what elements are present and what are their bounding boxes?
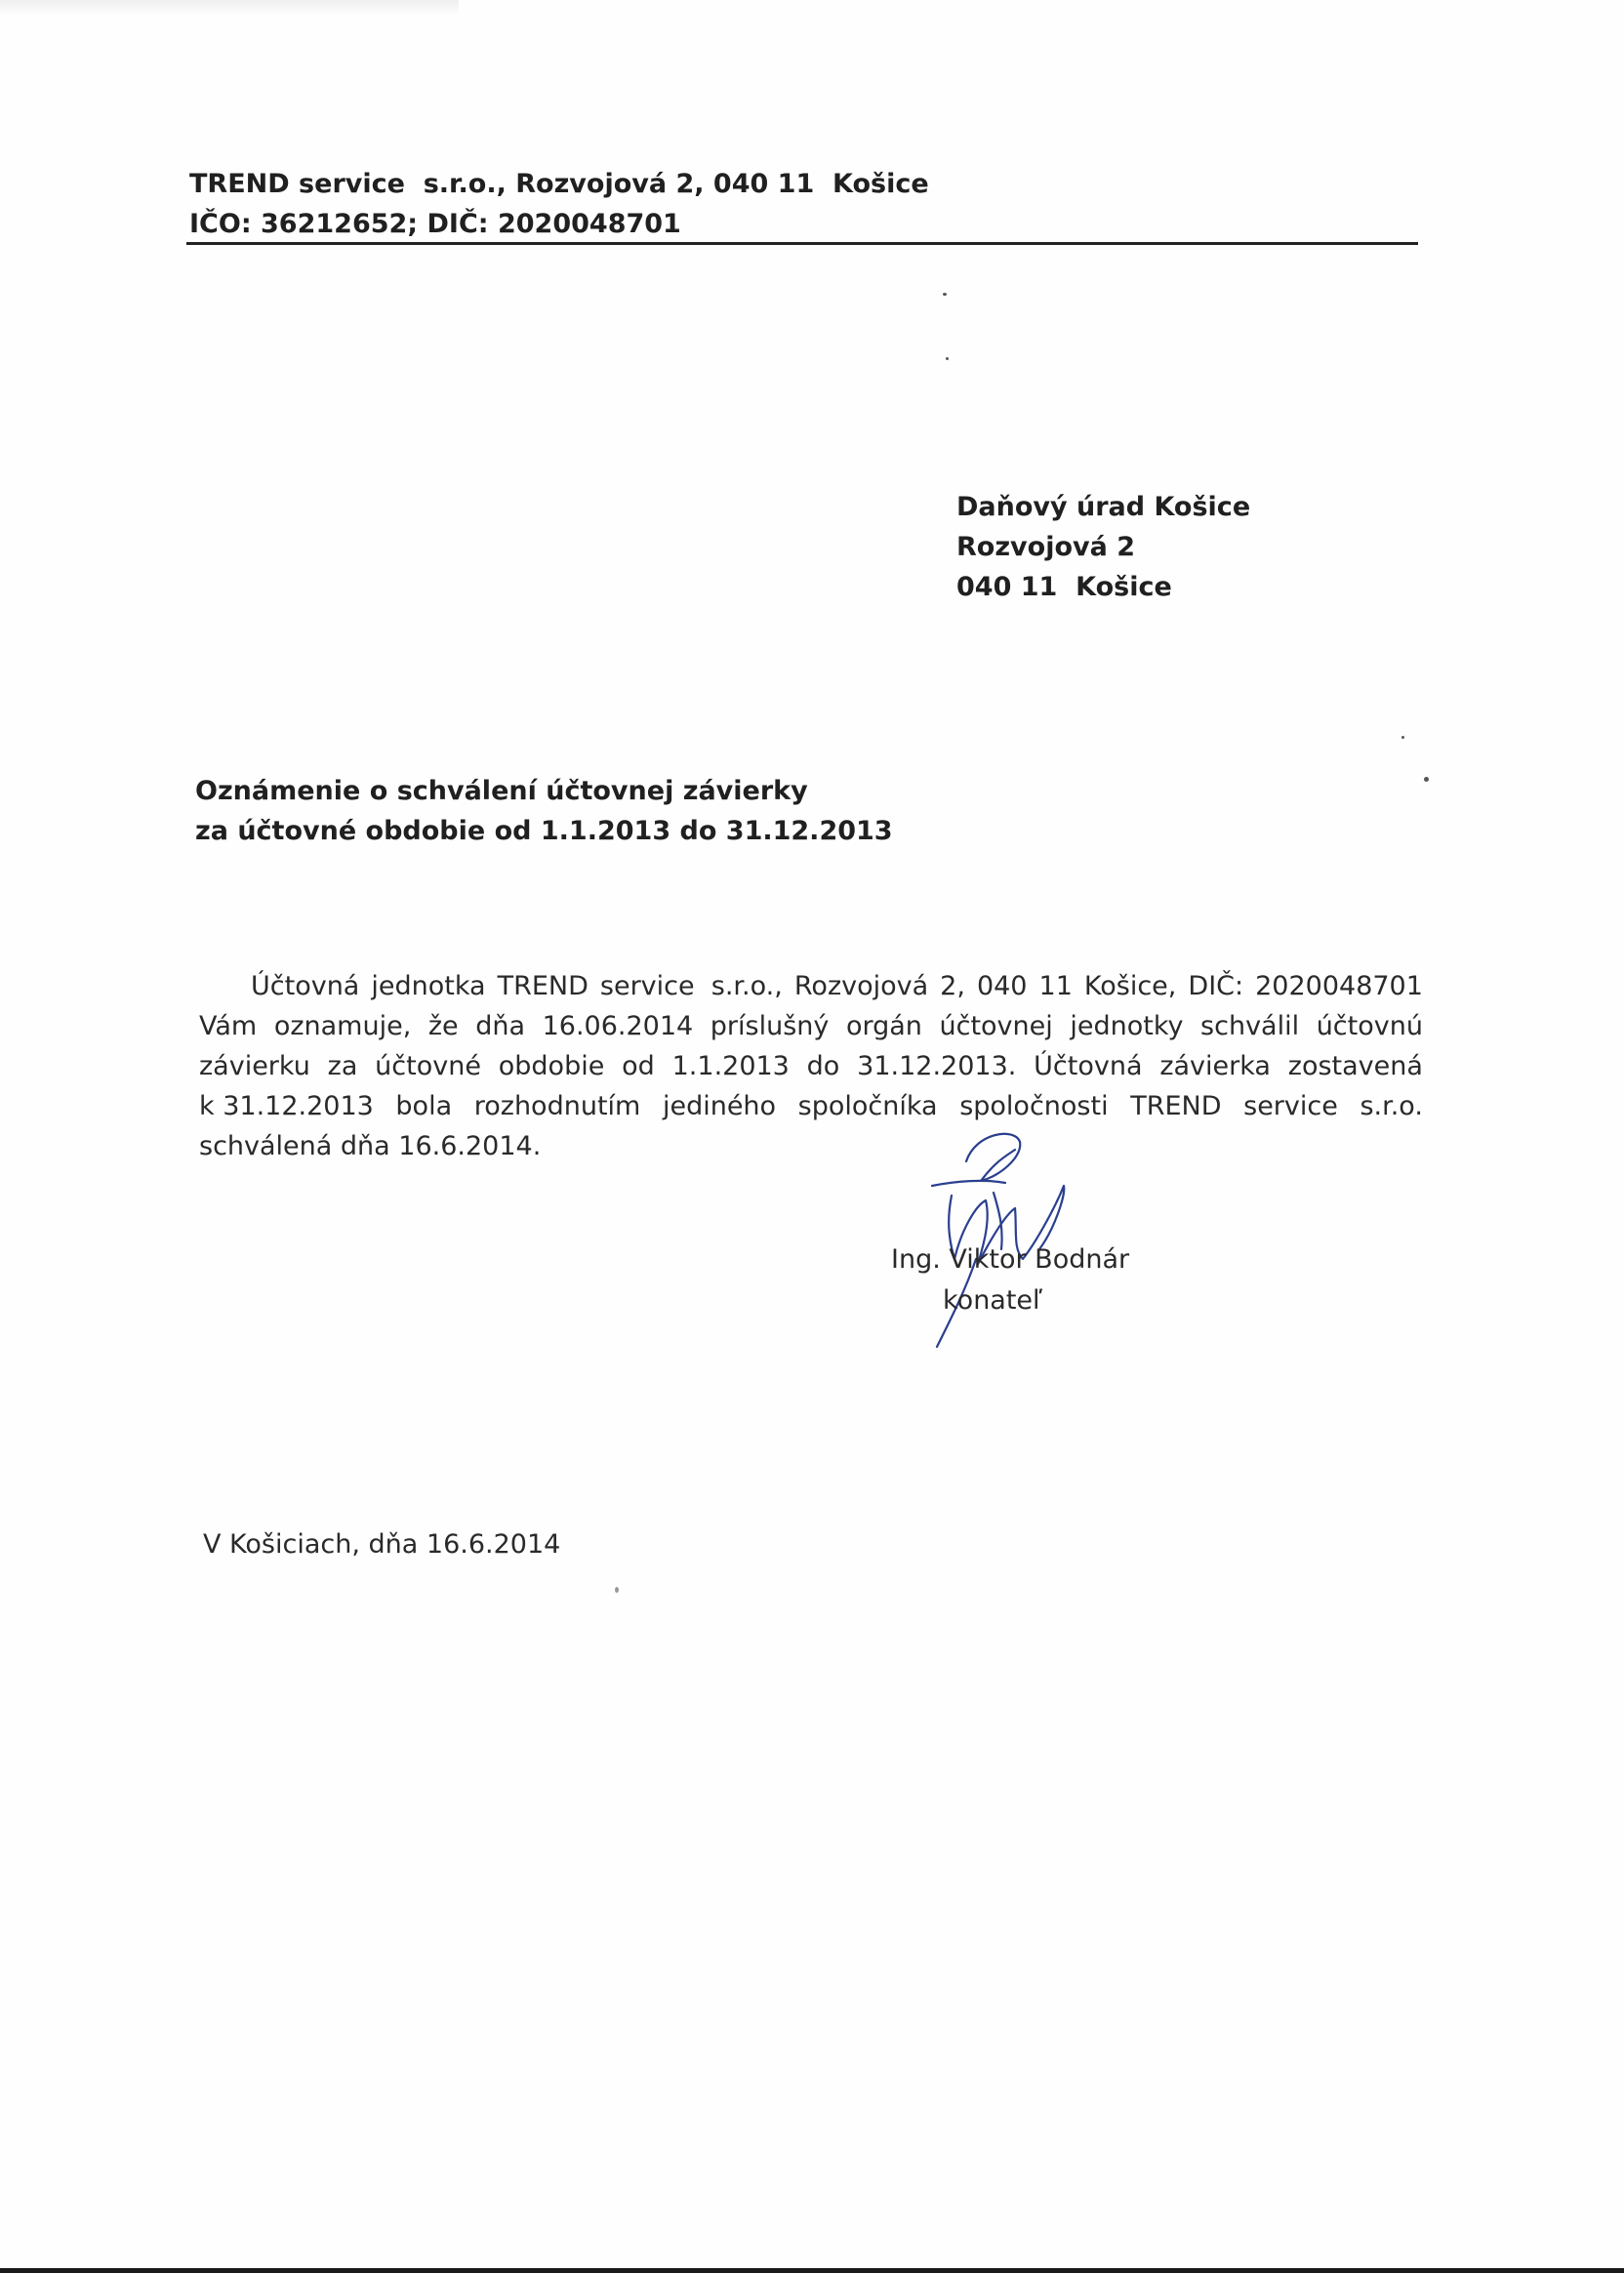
body-word: Košice, (1083, 971, 1177, 1001)
scan-speck (943, 293, 947, 296)
body-word: spoločnosti (959, 1091, 1109, 1121)
body-word: spoločníka (797, 1091, 938, 1121)
body-word: k 31.12.2013 (199, 1091, 374, 1121)
body-word: závierka (1159, 1051, 1271, 1081)
subject-line-2: za účtovné obdobie od 1.1.2013 do 31.12.2013 (195, 816, 893, 846)
body-word: 2020048701 (1255, 971, 1423, 1001)
body-word: Účtovná (251, 971, 360, 1001)
body-word: oznamuje, (273, 1011, 412, 1041)
body-word: od (622, 1051, 655, 1081)
body-paragraph (199, 966, 1423, 1166)
body-word: Rozvojová (793, 971, 929, 1001)
body-word: 11 (1038, 971, 1073, 1001)
scan-shadow (0, 0, 459, 16)
recipient-street: Rozvojová 2 (956, 532, 1136, 562)
scan-speck (1424, 777, 1429, 782)
body-word: DIČ: (1188, 971, 1244, 1001)
recipient-city: 040 11 Košice (956, 572, 1172, 602)
subject (195, 771, 893, 851)
signatory-name: Ing. Viktor Bodnár (891, 1244, 1130, 1275)
body-word: TREND (497, 971, 589, 1001)
recipient-address (956, 487, 1250, 607)
body-word: že (427, 1011, 459, 1041)
letterhead (189, 164, 1419, 244)
body-word: s.r.o. (1360, 1091, 1423, 1121)
body-word: príslušný (710, 1011, 830, 1041)
scan-edge (0, 2268, 1624, 2273)
body-word: jednotky (1070, 1011, 1184, 1041)
body-word: rozhodnutím (473, 1091, 641, 1121)
body-line (199, 1006, 1423, 1046)
body-word: účtovnej (939, 1011, 1053, 1041)
body-word: 16.06.2014 (542, 1011, 694, 1041)
body-word: 1.1.2013 (671, 1051, 790, 1081)
scan-speck (946, 357, 949, 360)
body-word: 2, (940, 971, 965, 1001)
body-word: service s.r.o., (599, 971, 783, 1001)
body-word: závierku (199, 1051, 310, 1081)
body-line (199, 1126, 1423, 1166)
recipient-name: Daňový úrad Košice (956, 492, 1251, 522)
company-ids: IČO: 36212652; DIČ: 2020048701 (189, 209, 681, 239)
place-and-date: V Košiciach, dňa 16.6.2014 (203, 1529, 561, 1560)
scan-speck (615, 1587, 619, 1593)
letterhead-divider (186, 242, 1418, 245)
body-word: 040 (976, 971, 1028, 1001)
company-address: TREND service s.r.o., Rozvojová 2, 040 11 Košice (189, 169, 929, 199)
body-word: jednotka (371, 971, 486, 1001)
body-line (199, 1086, 1423, 1126)
body-word: zostavená (1287, 1051, 1423, 1081)
body-word: dňa (475, 1011, 526, 1041)
body-line (199, 966, 1423, 1006)
body-word: bola (395, 1091, 453, 1121)
scan-speck (1401, 736, 1404, 739)
subject-line-1: Oznámenie o schválení účtovnej závierky (195, 776, 808, 806)
body-word: do (806, 1051, 840, 1081)
body-word: účtovné (375, 1051, 481, 1081)
body-word: jediného (662, 1091, 777, 1121)
body-word: orgán (845, 1011, 922, 1041)
body-word: service (1243, 1091, 1338, 1121)
body-word: Účtovná (1034, 1051, 1143, 1081)
body-line (199, 1046, 1423, 1086)
body-word: za (327, 1051, 358, 1081)
body-word: schválil (1200, 1011, 1300, 1041)
body-word: Vám (199, 1011, 258, 1041)
body-word: TREND (1130, 1091, 1222, 1121)
signatory-role: konateľ (943, 1285, 1043, 1316)
body-word: 31.12.2013. (857, 1051, 1017, 1081)
body-word: schválená dňa 16.6.2014. (199, 1131, 542, 1161)
body-word: obdobie (498, 1051, 605, 1081)
body-word: účtovnú (1316, 1011, 1423, 1041)
